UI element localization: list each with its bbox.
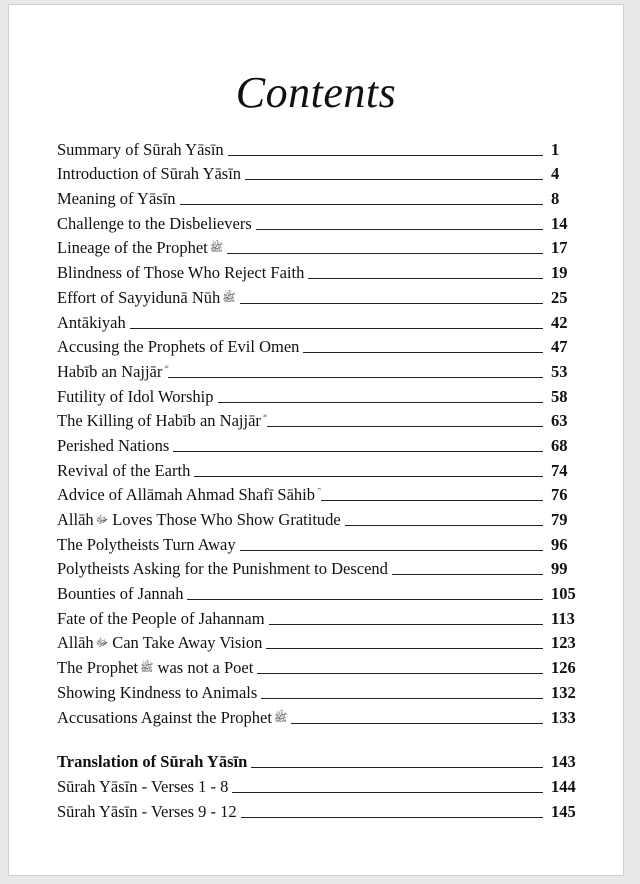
toc-page-number: 123 — [551, 633, 576, 653]
toc-entry — [57, 505, 587, 530]
dot-leader-line — [321, 499, 543, 501]
dot-leader-line — [267, 425, 543, 427]
toc-entry — [57, 382, 587, 407]
toc-entry-label — [57, 510, 341, 530]
toc-entry — [57, 308, 587, 333]
toc-entry-title: Lineage of the Prophet — [57, 238, 208, 258]
dot-leader-line — [261, 697, 543, 699]
page-title: Contents — [235, 68, 397, 117]
toc-page-number: 96 — [551, 534, 568, 554]
honorific-glyph: ﷺ — [273, 711, 288, 724]
toc-entry — [57, 555, 587, 580]
dot-leader-line — [245, 178, 543, 180]
toc-entry-label — [57, 633, 262, 653]
toc-entry-label — [57, 708, 287, 728]
toc-entry — [57, 703, 587, 728]
toc-entry-label — [57, 658, 253, 678]
toc-entry — [57, 160, 587, 185]
toc-entry-title: Allāh — [57, 510, 94, 529]
toc-page-number: 143 — [551, 752, 576, 772]
toc-page-number: 1 — [551, 139, 560, 159]
toc-page-number: 58 — [551, 386, 568, 406]
toc-entry — [57, 797, 587, 822]
toc-entry — [57, 604, 587, 629]
toc-entry-label — [57, 411, 263, 431]
toc-entry-title: Advice of Allāmah Ahmad Shafī Sāhib — [57, 485, 315, 505]
document-page — [8, 4, 624, 876]
honorific-glyph: ﷺ — [222, 291, 236, 304]
toc-entry-label — [57, 436, 169, 456]
toc-page-number: 99 — [551, 559, 568, 579]
dot-leader-line — [240, 549, 543, 551]
toc-entry-title: Fate of the People of Jahannam — [57, 608, 265, 628]
toc-entry — [57, 748, 587, 773]
toc-page-number: 25 — [551, 287, 568, 307]
dot-leader-line — [240, 302, 543, 304]
toc-entry — [57, 629, 587, 654]
toc-entry — [57, 579, 587, 604]
toc-entry-title: Sūrah Yāsīn - Verses 9 - 12 — [57, 801, 237, 821]
toc-page-number: 63 — [551, 411, 568, 431]
toc-entry — [57, 530, 587, 555]
toc-entry-title: Challenge to the Disbelievers — [57, 213, 252, 233]
dot-leader-line — [308, 277, 543, 279]
toc-page-number: 74 — [551, 460, 568, 480]
honorific-glyph: ﷺ — [140, 662, 154, 675]
dot-leader-line — [187, 598, 543, 600]
toc-entry — [57, 333, 587, 358]
dot-leader-line — [227, 252, 543, 254]
dot-leader-line — [266, 647, 543, 649]
toc-page-number: 126 — [551, 658, 576, 678]
toc-entry-label — [57, 313, 126, 333]
toc-entry-title: Sūrah Yāsīn - Verses 1 - 8 — [57, 776, 229, 796]
dot-leader-line — [257, 672, 543, 674]
toc-entry-label — [57, 238, 223, 258]
toc-entry-title: Showing Kindness to Animals — [57, 682, 258, 702]
toc-entry — [57, 481, 587, 506]
toc-entry-label — [57, 777, 228, 797]
honorific-glyph: ﷺ — [209, 242, 224, 255]
toc-entry-label — [57, 609, 265, 629]
toc-page-number: 68 — [551, 435, 568, 455]
toc-entry — [57, 772, 587, 797]
toc-entry-title: Futility of Idol Worship — [57, 386, 214, 406]
toc-entry-label — [57, 535, 236, 555]
honorific-glyph: ﷻ — [95, 514, 109, 526]
table-of-contents — [57, 135, 587, 822]
toc-page-number: 53 — [551, 361, 568, 381]
toc-page-number: 47 — [551, 337, 568, 357]
toc-entry-label — [57, 362, 164, 382]
toc-entry-label — [57, 288, 236, 308]
toc-page-number: 79 — [551, 510, 568, 529]
toc-entry-label — [57, 387, 214, 407]
toc-entry-label — [57, 485, 317, 505]
toc-entry-label — [57, 263, 304, 283]
toc-entry-title: Translation of Sūrah Yāsīn — [57, 752, 248, 772]
toc-page-number: 19 — [551, 263, 568, 283]
toc-entry-title: Revival of the Earth — [57, 460, 191, 480]
toc-entry-label — [57, 802, 237, 822]
toc-entry-label — [57, 214, 252, 234]
toc-page-number: 132 — [551, 682, 576, 702]
dot-leader-line — [256, 228, 543, 230]
dot-leader-line — [392, 573, 543, 575]
toc-entry — [57, 209, 587, 234]
toc-entry-title: Summary of Sūrah Yāsīn — [57, 139, 224, 159]
dot-leader-line — [251, 766, 543, 768]
toc-entry — [57, 456, 587, 481]
toc-entry — [57, 135, 587, 160]
dot-leader-line — [241, 816, 543, 818]
toc-entry — [57, 678, 587, 703]
toc-entry-title: Allāh — [57, 633, 94, 653]
toc-entry-title: Introduction of Sūrah Yāsīn — [57, 164, 242, 184]
toc-entry-title: Bounties of Jannah — [57, 584, 184, 604]
toc-entry-title: Antākiyah — [57, 312, 126, 332]
toc-entry — [57, 431, 587, 456]
toc-entry-title: Habīb an Najjār — [57, 361, 163, 381]
toc-entry-label — [57, 559, 388, 579]
toc-entry-title: Accusing the Prophets of Evil Omen — [57, 337, 300, 357]
dot-leader-line — [180, 203, 543, 205]
toc-entry-label — [57, 584, 183, 604]
toc-entry — [57, 283, 587, 308]
toc-entry-label — [57, 189, 176, 209]
toc-entry-title: The Killing of Habīb an Najjār — [57, 411, 261, 431]
toc-entry — [57, 407, 587, 432]
toc-page-number: 113 — [551, 608, 575, 628]
toc-page-number: 76 — [551, 485, 568, 505]
toc-page-number: 4 — [551, 164, 560, 184]
toc-page-number: 105 — [551, 584, 576, 604]
honorific-glyph: ﷻ — [95, 637, 109, 650]
toc-entry — [57, 234, 587, 259]
dot-leader-line — [269, 623, 543, 625]
toc-page-number: 145 — [551, 801, 576, 821]
dot-leader-line — [232, 791, 543, 793]
toc-entry-title: The Prophet — [57, 658, 139, 678]
toc-page-number: 8 — [551, 189, 560, 209]
toc-page-number: 144 — [551, 776, 576, 796]
toc-entry-title: Meaning of Yāsīn — [57, 189, 176, 209]
dot-leader-line — [303, 351, 543, 353]
toc-entry-label — [57, 337, 299, 357]
toc-entry-title: The Polytheists Turn Away — [57, 534, 236, 554]
toc-entry-label — [57, 164, 241, 184]
dot-leader-line — [345, 524, 543, 526]
dot-leader-line — [228, 154, 543, 156]
toc-page-number: 133 — [551, 707, 576, 727]
toc-entry-title: Polytheists Asking for the Punishment to Descend — [57, 559, 388, 579]
toc-entry — [57, 184, 587, 209]
toc-entry-label — [57, 461, 190, 481]
toc-entry-title-cont: Loves Those Who Show Gratitude — [108, 510, 341, 529]
toc-entry-label — [57, 683, 257, 703]
toc-entry — [57, 653, 587, 678]
toc-entry — [57, 357, 587, 382]
dot-leader-line — [291, 722, 543, 724]
dot-leader-line — [168, 376, 543, 378]
toc-entry-title: Blindness of Those Who Reject Faith — [57, 263, 305, 283]
dot-leader-line — [173, 450, 543, 452]
toc-page-number: 17 — [551, 238, 568, 258]
toc-page-number: 14 — [551, 213, 568, 233]
toc-entry-title: Accusations Against the Prophet — [57, 707, 272, 727]
toc-entry-label — [57, 140, 224, 160]
dot-leader-line — [218, 401, 543, 403]
toc-entry-title-cont: was not a Poet — [153, 658, 254, 678]
toc-page-number: 42 — [551, 312, 568, 332]
toc-entry-title: Perished Nations — [57, 435, 170, 455]
toc-entry-label — [57, 752, 247, 772]
toc-entry-title: Effort of Sayyidunā Nūh — [57, 287, 221, 307]
dot-leader-line — [130, 327, 543, 329]
dot-leader-line — [194, 475, 543, 477]
toc-entry-title-cont: Can Take Away Vision — [108, 633, 263, 653]
toc-entry — [57, 258, 587, 283]
